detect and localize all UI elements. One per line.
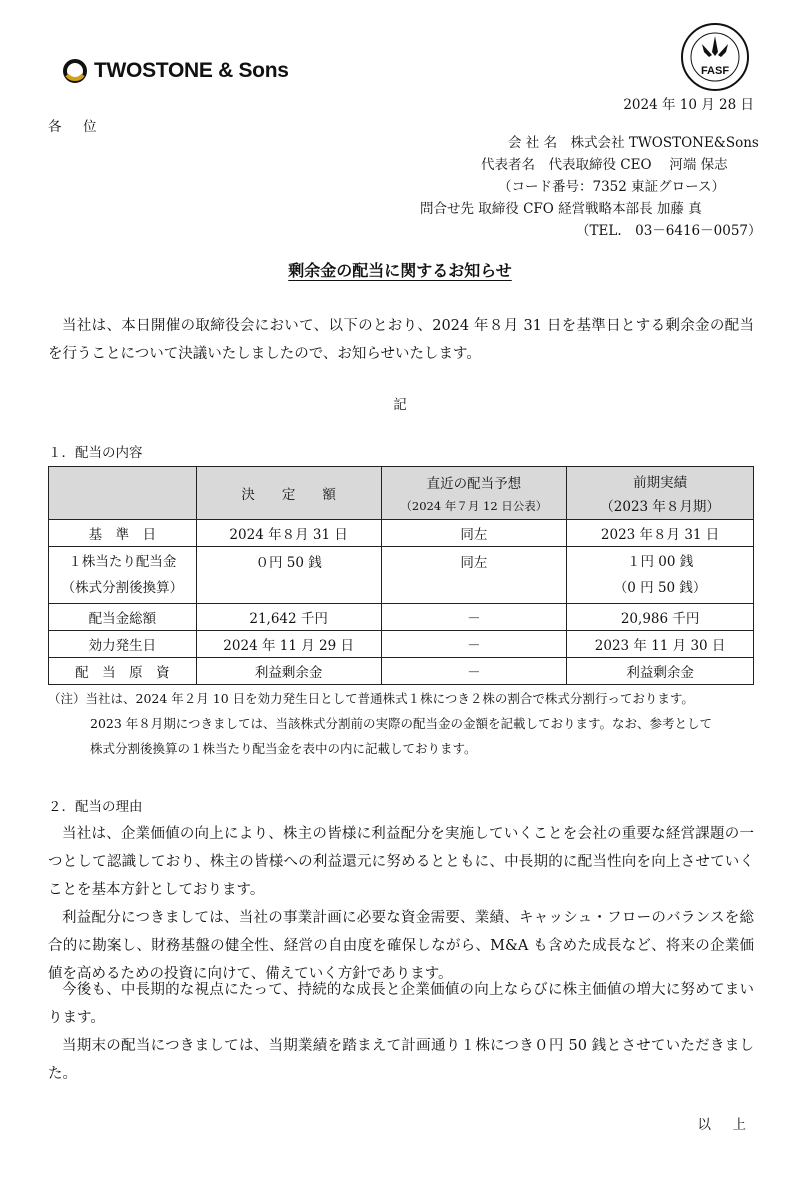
logo-ring-icon bbox=[62, 58, 88, 84]
dividend-table bbox=[48, 466, 754, 685]
note-line-2: 2023 年８月期につきましては、当該株式分割前の実際の配当金の金額を記載しております。なお、参考として bbox=[90, 716, 713, 731]
cell-forecast: － bbox=[381, 658, 567, 685]
cell-prior-sub: （0 円 50 銭） bbox=[613, 580, 707, 596]
reason-paragraph-3: 今後も、中長期的な視点にたって、持続的な成長と企業価値の向上ならびに株主価値の増大に努めてまいります。 bbox=[48, 982, 754, 1026]
row-label: 基 準 日 bbox=[49, 520, 197, 547]
cell-decision: 2024 年 11 月 29 日 bbox=[196, 631, 381, 658]
tel-line: （TEL. 03－6416－0057） bbox=[576, 223, 762, 239]
header-decision: 決 定 額 bbox=[196, 467, 381, 520]
header-prior-title: 前期実績 bbox=[633, 475, 688, 491]
row-label bbox=[49, 547, 197, 604]
company-logo-text: TWOSTONE & Sons bbox=[94, 59, 289, 82]
header-prior-period: （2023 年８月期） bbox=[600, 499, 720, 515]
row-label-sub: （株式分割後換算） bbox=[61, 580, 184, 596]
issuer-block bbox=[420, 132, 766, 242]
cell-forecast: 同左 bbox=[381, 520, 567, 547]
cell-decision: 利益剰余金 bbox=[196, 658, 381, 685]
header-blank bbox=[49, 467, 197, 520]
title-wrap bbox=[0, 258, 800, 281]
recipient: 各 位 bbox=[48, 119, 101, 135]
row-label: 配 当 原 資 bbox=[49, 658, 197, 685]
contact-line: 問合せ先 取締役 CFO 経営戦略本部長 加藤 真 bbox=[420, 201, 702, 217]
cell-decision: 21,642 千円 bbox=[196, 604, 381, 631]
page-title: 剰余金の配当に関するお知らせ bbox=[288, 261, 512, 280]
header-forecast-title: 直近の配当予想 bbox=[426, 476, 522, 492]
note-block bbox=[48, 686, 768, 761]
note-line-1: （注）当社は、2024 年２月 10 日を効力発生日として普通株式１株につき２株の割合で株式分割行っております。 bbox=[48, 691, 694, 706]
cell-prior-main: １円 00 銭 bbox=[626, 554, 694, 570]
row-label: 配当金総額 bbox=[49, 604, 197, 631]
table-row bbox=[49, 604, 754, 631]
table-row bbox=[49, 520, 754, 547]
cell-decision: ０円 50 銭 bbox=[196, 547, 381, 604]
cell-forecast: 同左 bbox=[381, 547, 567, 604]
section1-heading: １．配当の内容 bbox=[48, 445, 143, 461]
header-prior bbox=[567, 467, 754, 520]
seal-label: FASF bbox=[700, 65, 730, 77]
note-line-3: 株式分割後換算の１株当たり配当金を表中の内に記載しております。 bbox=[90, 741, 477, 756]
table-row bbox=[49, 631, 754, 658]
representative-line: 代表者名 代表取締役 CEO 河端 保志 bbox=[481, 157, 728, 173]
company-logo bbox=[62, 58, 289, 84]
closing-mark: 以 上 bbox=[697, 1117, 750, 1133]
cell-forecast: － bbox=[381, 604, 567, 631]
table-row bbox=[49, 547, 754, 604]
intro-paragraph: 当社は、本日開催の取締役会において、以下のとおり、2024 年８月 31 日を基準日とする剰余金の配当を行うことについて決議いたしましたので、お知らせいたします。 bbox=[48, 318, 754, 362]
company-name-line: 会 社 名 株式会社 TWOSTONE&Sons bbox=[508, 135, 759, 151]
cell-prior: 利益剰余金 bbox=[567, 658, 754, 685]
cell-prior: 2023 年８月 31 日 bbox=[567, 520, 754, 547]
section2-heading: ２．配当の理由 bbox=[48, 799, 143, 815]
table-row bbox=[49, 658, 754, 685]
reason-paragraph-2: 利益配分につきましては、当社の事業計画に必要な資金需要、業績、キャッシュ・フローのバランスを総合的に勘案し、財務基盤の健全性、経営の自由度を確保しながら、M&A も含めた成長など、将来の企業価値を高めるための投資に向けて、備えていく方針であります。 bbox=[48, 910, 754, 982]
cell-prior: 2023 年 11 月 30 日 bbox=[567, 631, 754, 658]
document-date: 2024 年 10 月 28 日 bbox=[623, 97, 754, 113]
reason-paragraph-1: 当社は、企業価値の向上により、株主の皆様に利益配分を実施していくことを会社の重要な経営課題の一つとして認識しており、株主の皆様への利益還元に努めるとともに、中長期的に配当性向を向上させていくことを基本方針としております。 bbox=[48, 826, 754, 898]
cell-forecast: － bbox=[381, 631, 567, 658]
reason-paragraph-4: 当期末の配当につきましては、当期業績を踏まえて計画通り１株につき０円 50 銭とさせていただきました。 bbox=[48, 1038, 754, 1082]
ki-mark: 記 bbox=[393, 397, 407, 413]
cell-prior bbox=[567, 547, 754, 604]
table-header-row bbox=[49, 467, 754, 520]
row-label-main: １株当たり配当金 bbox=[68, 554, 177, 570]
cell-prior: 20,986 千円 bbox=[567, 604, 754, 631]
cell-decision: 2024 年８月 31 日 bbox=[196, 520, 381, 547]
header-forecast-date: （2024 年７月 12 日公表） bbox=[400, 499, 548, 513]
row-label: 効力発生日 bbox=[49, 631, 197, 658]
stock-code-line: （コード番号：7352 東証グロース） bbox=[498, 179, 725, 195]
header-forecast bbox=[381, 467, 567, 520]
fasf-seal bbox=[680, 22, 750, 92]
